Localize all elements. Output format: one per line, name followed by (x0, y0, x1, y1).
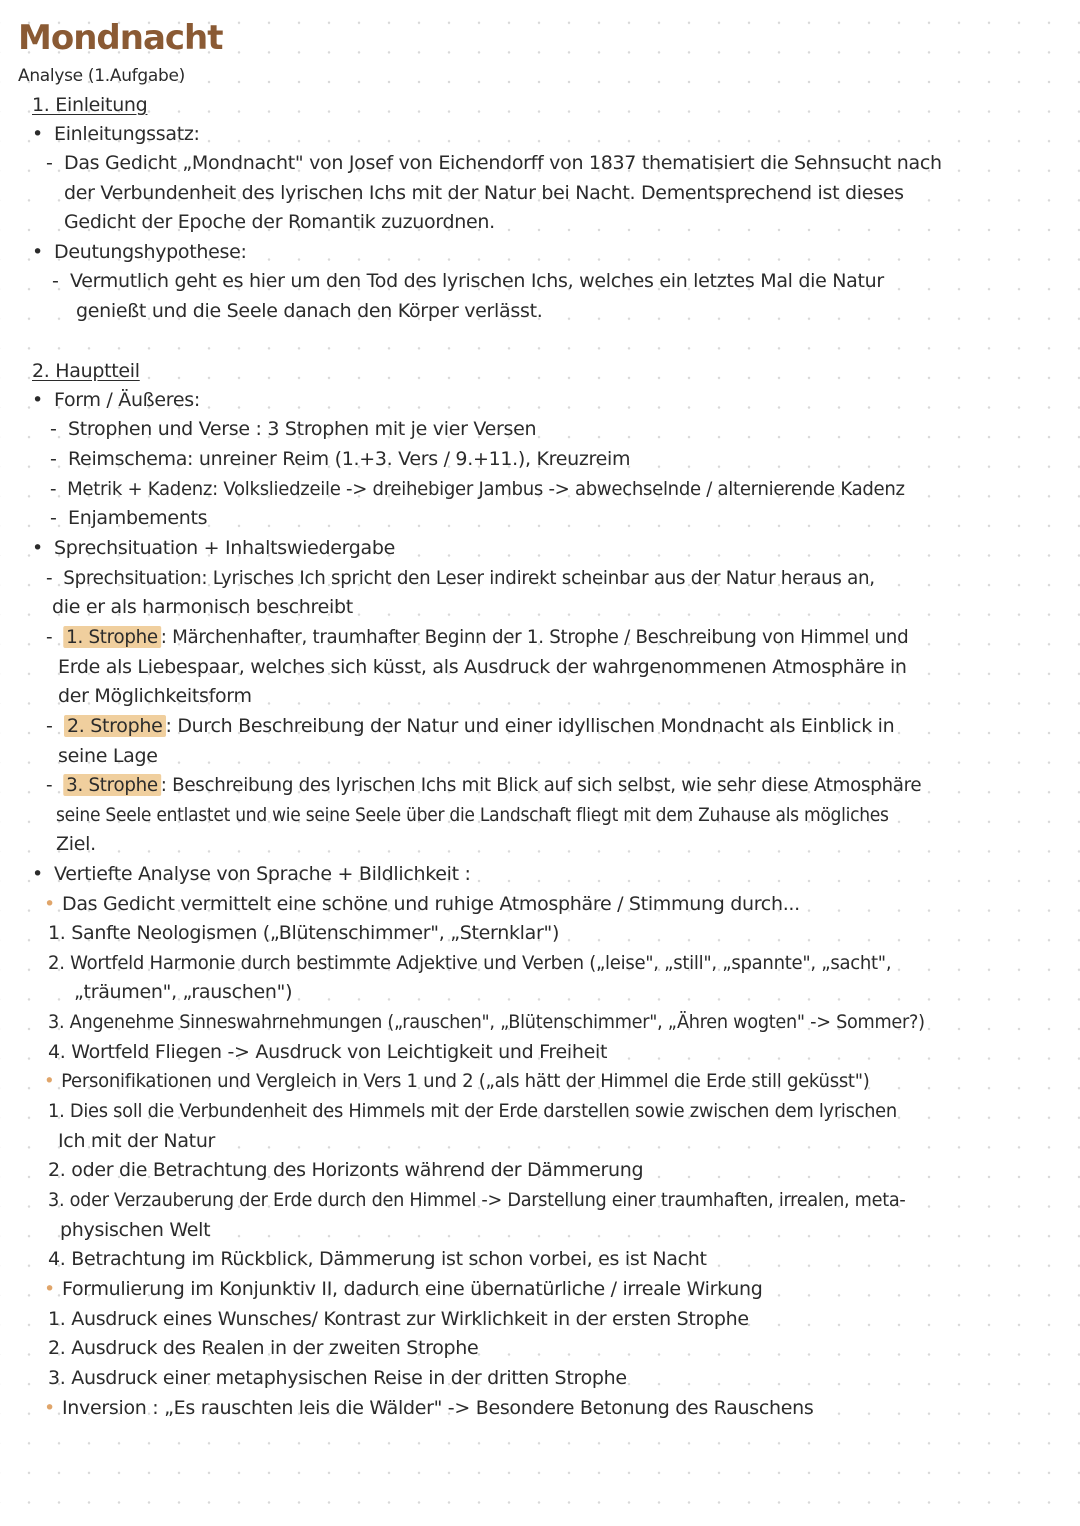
section-heading-einleitung: 1. Einleitung (32, 94, 148, 116)
bullet-einleitungssatz: • Einleitungssatz: (32, 123, 200, 145)
text-line: • Inversion : „Es rauschten leis die Wälder" -> Besondere Betonung des Rauschens (44, 1397, 814, 1419)
text-line: Ziel. (56, 833, 96, 855)
text-line: 4. Wortfeld Fliegen -> Ausdruck von Leichtigkeit und Freiheit (48, 1041, 608, 1063)
text-line: - Reimschema: unreiner Reim (1.+3. Vers / 9.+11.), Kreuzreim (50, 448, 631, 470)
text-line: Gedicht der Epoche der Romantik zuzuordnen. (64, 211, 495, 233)
text-line: • Das Gedicht vermittelt eine schöne und ruhige Atmosphäre / Stimmung durch... (44, 893, 800, 915)
text-line: 3. Ausdruck einer metaphysischen Reise in der dritten Strophe (48, 1367, 627, 1389)
text-line: der Möglichkeitsform (58, 685, 252, 707)
text-line: - 3. Strophe : Beschreibung des lyrischen Ichs mit Blick auf sich selbst, wie sehr diese Atmosphäre (46, 774, 922, 796)
subtitle: Analyse (1.Aufgabe) (18, 66, 185, 86)
text-line: 4. Betrachtung im Rückblick, Dämmerung ist schon vorbei, es ist Nacht (48, 1248, 707, 1270)
text-line: - Vermutlich geht es hier um den Tod des lyrischen Ichs, welches ein letztes Mal die Natur (52, 270, 884, 292)
text-line: - Strophen und Verse : 3 Strophen mit je vier Versen (50, 418, 537, 440)
highlight-strophe-1: 1. Strophe (63, 626, 160, 648)
text-line: seine Seele entlastet und wie seine Seele über die Landschaft fliegt mit dem Zuhause als mögliches (56, 804, 889, 826)
text-line: - Enjambements (50, 507, 208, 529)
text-line: 3. oder Verzauberung der Erde durch den Himmel -> Darstellung einer traumhaften, irrealen, meta- (48, 1189, 906, 1211)
text-line: • Personifikationen und Vergleich in Vers 1 und 2 („als hätt der Himmel die Erde still geküsst") (44, 1070, 870, 1092)
text-line: 1. Dies soll die Verbundenheit des Himmels mit der Erde darstellen sowie zwischen dem lyrischen (48, 1100, 897, 1122)
section-heading-hauptteil: 2. Hauptteil (32, 360, 140, 382)
text-line: der Verbundenheit des lyrischen Ichs mit der Natur bei Nacht. Dementsprechend ist dieses (64, 182, 904, 204)
text-line: physischen Welt (60, 1219, 211, 1241)
text-line: - Das Gedicht „Mondnacht" von Josef von Eichendorff von 1837 thematisiert die Sehnsucht nach (46, 152, 942, 174)
bullet-sprechsituation: • Sprechsituation + Inhaltswiedergabe (32, 537, 396, 559)
text-line: 2. Wortfeld Harmonie durch bestimmte Adjektive und Verben („leise", „still", „spannte", „sacht", (48, 952, 892, 974)
text-line: Erde als Liebespaar, welches sich küsst, als Ausdruck der wahrgenommenen Atmosphäre in (58, 656, 907, 678)
text-line: die er als harmonisch beschreibt (52, 596, 353, 618)
text-line: seine Lage (58, 745, 158, 767)
bullet-vertiefte-analyse: • Vertiefte Analyse von Sprache + Bildlichkeit : (32, 863, 471, 885)
text-line: - Sprechsituation: Lyrisches Ich spricht den Leser indirekt scheinbar aus der Natur heraus an, (46, 567, 875, 589)
page-title: Mondnacht (18, 18, 223, 58)
text-line: Ich mit der Natur (58, 1130, 216, 1152)
highlight-strophe-2: 2. Strophe (64, 715, 166, 737)
text-line: • Formulierung im Konjunktiv II, dadurch eine übernatürliche / irreale Wirkung (44, 1278, 763, 1300)
text-line: - 2. Strophe : Durch Beschreibung der Natur und einer idyllischen Mondnacht als Einblick in (46, 715, 895, 737)
text-line: 1. Sanfte Neologismen („Blütenschimmer", „Sternklar") (48, 922, 560, 944)
text-line: „träumen", „rauschen") (74, 981, 293, 1003)
highlight-strophe-3: 3. Strophe (63, 774, 160, 796)
text-line: - 1. Strophe : Märchenhafter, traumhafter Beginn der 1. Strophe / Beschreibung von Himmel und (46, 626, 909, 648)
text-line: 3. Angenehme Sinneswahrnehmungen („rauschen", „Blütenschimmer", „Ähren wogten" -> Sommer?) (48, 1011, 925, 1033)
text-line: 1. Ausdruck eines Wunsches/ Kontrast zur Wirklichkeit in der ersten Strophe (48, 1308, 749, 1330)
bullet-form: • Form / Äußeres: (32, 389, 200, 411)
text-line: 2. oder die Betrachtung des Horizonts während der Dämmerung (48, 1159, 644, 1181)
text-line: genießt und die Seele danach den Körper verlässt. (76, 300, 543, 322)
bullet-deutungshypothese: • Deutungshypothese: (32, 241, 247, 263)
text-line: 2. Ausdruck des Realen in der zweiten Strophe (48, 1337, 479, 1359)
text-line: - Metrik + Kadenz: Volksliedzeile -> dreihebiger Jambus -> abwechselnde / alternierende Kadenz (50, 478, 905, 500)
